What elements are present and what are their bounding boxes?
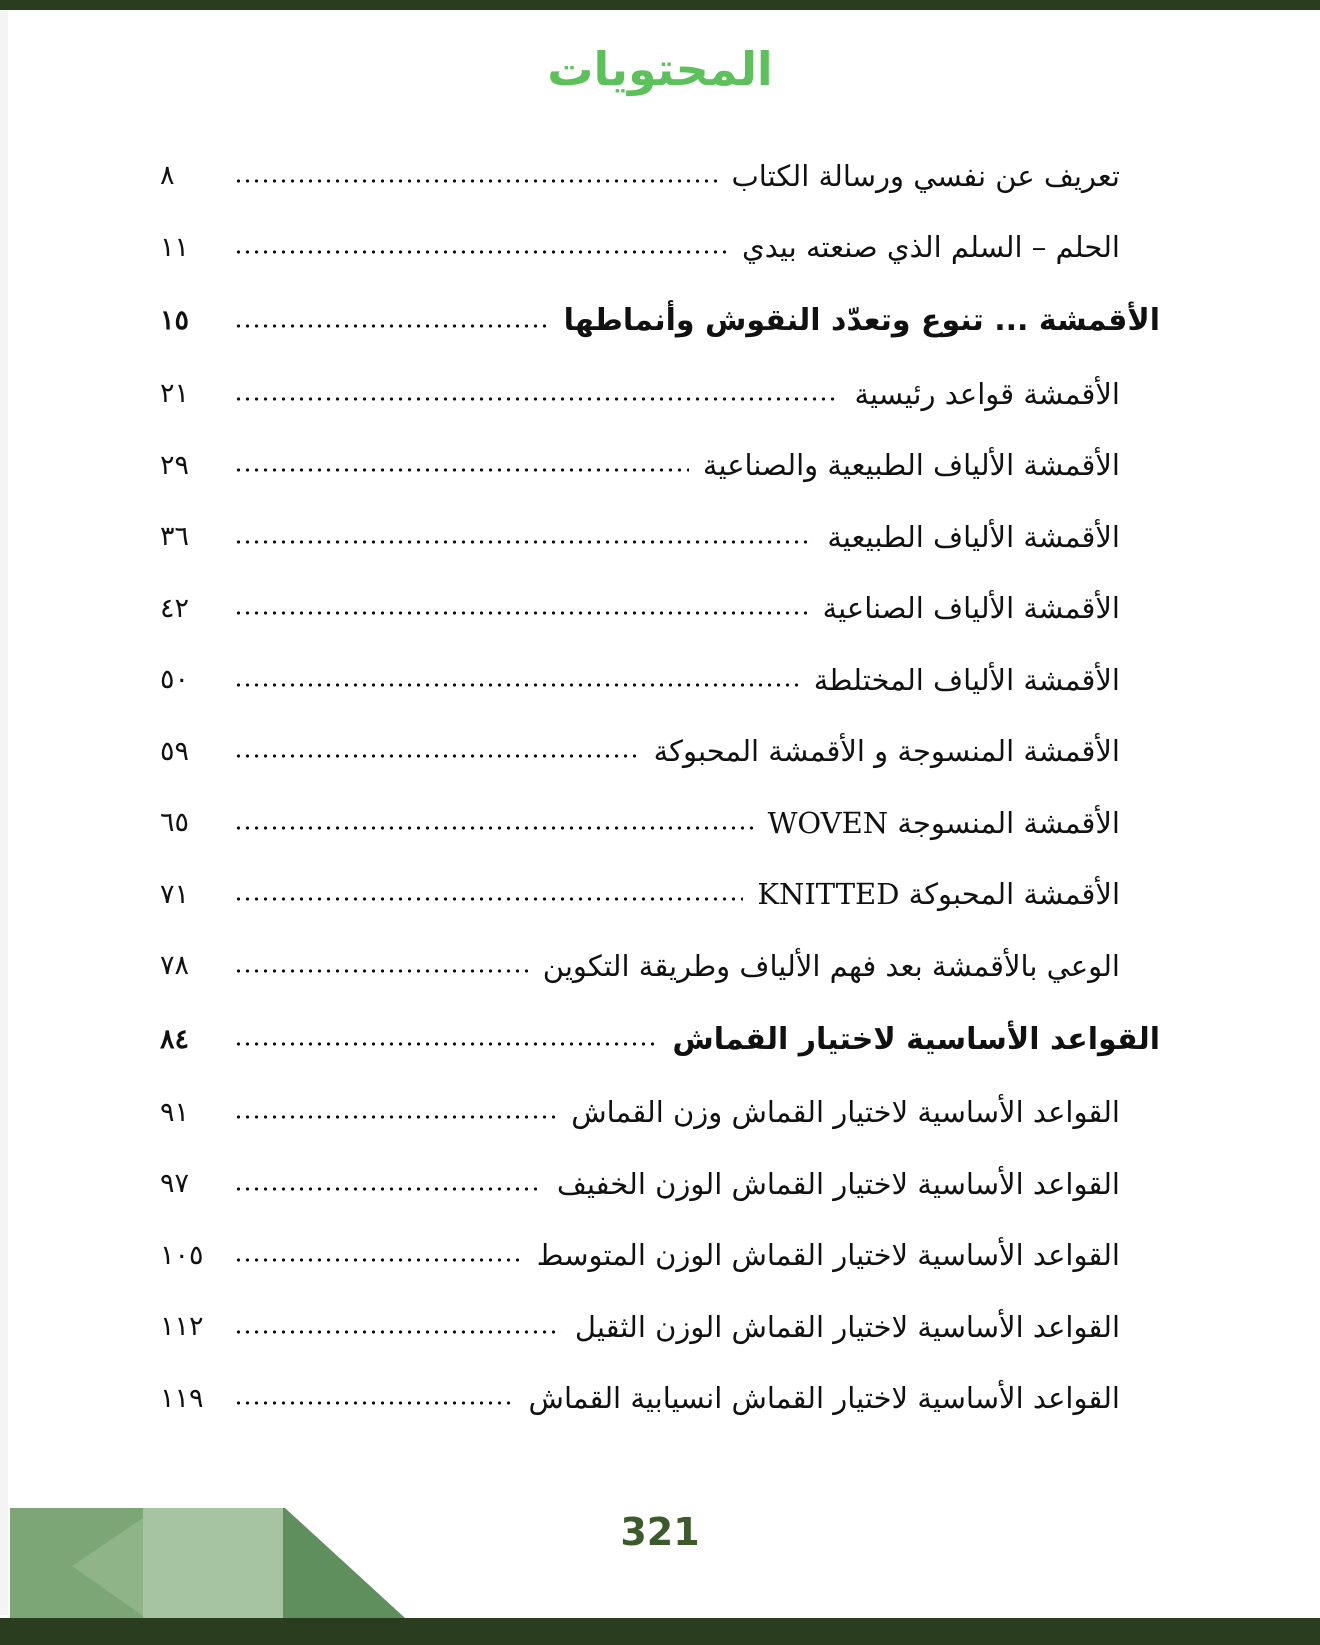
page-number: 321 — [620, 1510, 700, 1554]
toc-page-number: ١٥ — [160, 305, 190, 336]
toc-section-row[interactable] — [160, 283, 1160, 358]
toc-page-number: ٨ — [160, 160, 175, 192]
top-border-bar — [0, 0, 1320, 10]
toc-entry-label: الأقمشة الألياف المختلطة — [813, 662, 1120, 697]
toc-entry-label: الأقمشة الألياف الطبيعية — [827, 519, 1120, 554]
toc-entry-row[interactable] — [160, 573, 1160, 645]
toc-entry-label: الأقمشة المنسوجة WOVEN — [767, 805, 1120, 840]
dot-leader — [234, 897, 743, 901]
toc-entry-row[interactable] — [160, 716, 1160, 788]
toc-entry-row[interactable] — [160, 1220, 1160, 1292]
toc-page-number: ٤٢ — [160, 592, 190, 624]
toc-entry-label: الأقمشة قواعد رئيسية — [854, 376, 1120, 411]
toc-entry-row[interactable] — [160, 501, 1160, 573]
page-title: المحتويات — [547, 42, 773, 96]
toc-entry-label: القواعد الأساسية لاختيار القماش انسيابية القماش — [528, 1381, 1120, 1416]
toc-page-number: ١٠٥ — [160, 1239, 204, 1271]
toc-entry-row[interactable] — [160, 644, 1160, 716]
toc-page-number: ٩١ — [160, 1096, 190, 1128]
toc-page-number: ٨٤ — [160, 1023, 190, 1055]
toc-page-number: ٧٨ — [160, 950, 190, 982]
table-of-contents — [160, 140, 1160, 1434]
dot-leader — [234, 1187, 543, 1191]
toc-entry-label: القواعد الأساسية لاختيار القماش وزن القماش — [571, 1095, 1120, 1130]
dot-leader — [234, 683, 800, 687]
page-edge-shadow — [0, 10, 8, 1615]
bottom-border-bar — [0, 1618, 1320, 1645]
toc-entry-label: القواعد الأساسية لاختيار القماش — [672, 1021, 1160, 1057]
dot-leader — [234, 468, 689, 472]
toc-entry-row[interactable] — [160, 1363, 1160, 1435]
toc-page-number: ١١ — [160, 231, 190, 263]
toc-entry-label: الأقمشة المحبوكة KNITTED — [757, 877, 1120, 912]
dot-leader — [234, 250, 728, 254]
dot-leader — [234, 1258, 523, 1262]
toc-section-row[interactable] — [160, 1002, 1160, 1077]
toc-entry-row[interactable] — [160, 140, 1160, 212]
toc-entry-label: الوعي بالأقمشة بعد فهم الألياف وطريقة التكوين — [542, 948, 1120, 983]
toc-entry-row[interactable] — [160, 358, 1160, 430]
toc-entry-row[interactable] — [160, 1077, 1160, 1149]
toc-entry-label: تعريف عن نفسي ورسالة الكتاب — [731, 158, 1120, 193]
toc-page-number: ٦٥ — [160, 807, 190, 839]
dot-leader — [234, 397, 840, 401]
toc-entry-label: الأقمشة المنسوجة و الأقمشة المحبوكة — [653, 734, 1120, 769]
toc-entry-row[interactable] — [160, 787, 1160, 859]
dot-leader — [234, 540, 813, 544]
dot-leader — [234, 179, 717, 183]
toc-page-number: ٣٦ — [160, 521, 190, 553]
toc-page-number: ٩٧ — [160, 1168, 190, 1200]
toc-entry-row[interactable] — [160, 859, 1160, 931]
toc-page-number: ٥٠ — [160, 664, 190, 696]
toc-page-number: ٢١ — [160, 378, 190, 410]
toc-entry-label: الحلم – السلم الذي صنعته بيدي — [742, 230, 1120, 265]
toc-entry-label: القواعد الأساسية لاختيار القماش الوزن الخفيف — [556, 1166, 1120, 1201]
dot-leader — [234, 1115, 557, 1119]
toc-entry-row[interactable] — [160, 1291, 1160, 1363]
toc-entry-label: الأقمشة الألياف الطبيعية والصناعية — [702, 448, 1120, 483]
toc-entry-row[interactable] — [160, 212, 1160, 284]
toc-entry-label: الأقمشة الألياف الصناعية — [822, 591, 1120, 626]
dot-leader — [234, 611, 809, 615]
toc-page-number: ١١٢ — [160, 1311, 204, 1343]
toc-entry-row[interactable] — [160, 1148, 1160, 1220]
toc-entry-row[interactable] — [160, 430, 1160, 502]
toc-page-number: ٥٩ — [160, 735, 190, 767]
toc-entry-label: الأقمشة ... تنوع وتعدّد النقوش وأنماطها — [563, 303, 1160, 338]
toc-page-number: ٧١ — [160, 878, 190, 910]
toc-entry-label: القواعد الأساسية لاختيار القماش الوزن المتوسط — [536, 1238, 1120, 1273]
dot-leader — [234, 754, 640, 758]
dot-leader — [234, 1401, 515, 1405]
dot-leader — [234, 1042, 658, 1046]
toc-page-number: ١١٩ — [160, 1382, 204, 1414]
dot-leader — [234, 324, 550, 328]
dot-leader — [234, 969, 529, 973]
toc-entry-label: القواعد الأساسية لاختيار القماش الوزن الثقيل — [574, 1309, 1120, 1344]
toc-entry-row[interactable] — [160, 930, 1160, 1002]
toc-page-number: ٢٩ — [160, 449, 190, 481]
dot-leader — [234, 826, 754, 830]
dot-leader — [234, 1330, 561, 1334]
